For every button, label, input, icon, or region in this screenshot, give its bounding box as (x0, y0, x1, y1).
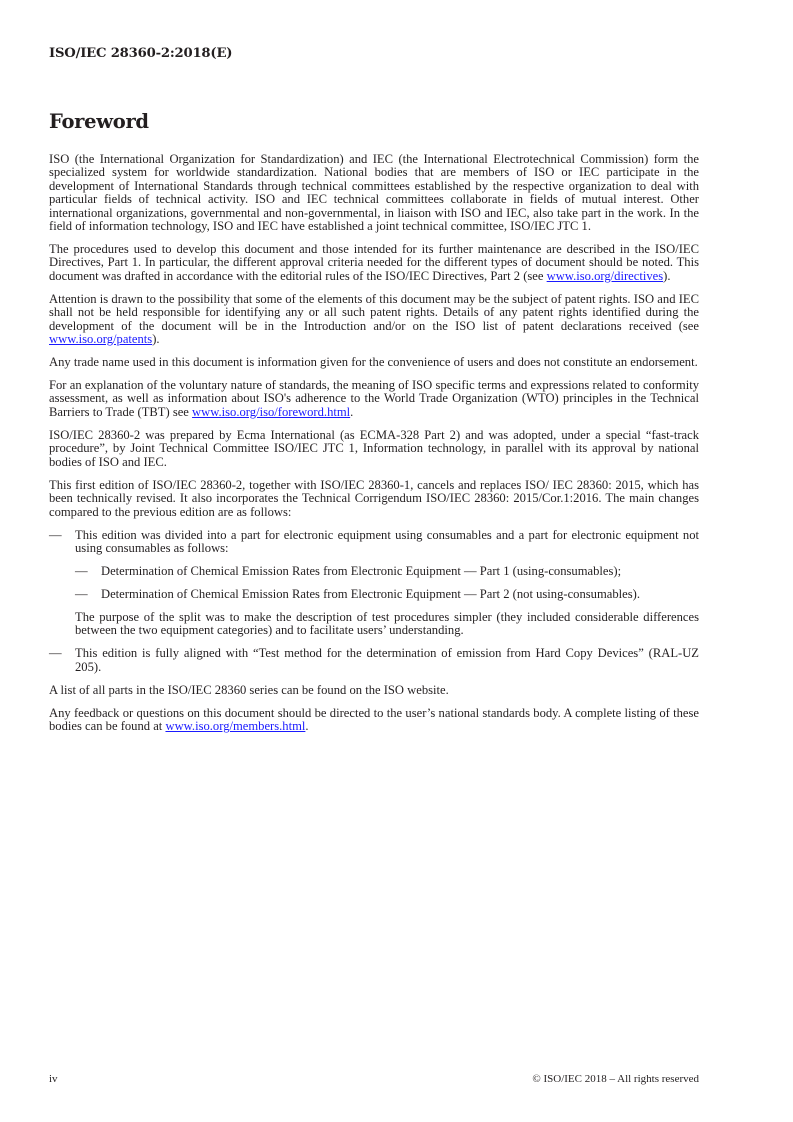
paragraph-procedures (49, 243, 699, 283)
paragraph-voluntary-nature (49, 379, 699, 419)
em-dash-bullet: — (75, 586, 88, 601)
link-patents[interactable]: www.iso.org/patents (49, 332, 153, 347)
link-directives[interactable]: www.iso.org/directives (546, 268, 664, 283)
paragraph-prepared-by: ISO/IEC 28360-2 was prepared by Ecma International (as ECMA-328 Part 2) and was adopted, under a special “fast-track procedure”, by Joint Technical Committee ISO/IEC JTC 1, Information technology, in parallel with its approval by national bodies of ISO and IEC. (49, 427, 699, 469)
paragraph-text: Any feedback or questions on this document should be directed to the user’s national standards body. A complete listing of these bodies can be found at (49, 705, 699, 734)
list-item-aligned-edition (49, 647, 699, 674)
list-item-note: The purpose of the split was to make the description of test procedures simpler (they included considerable differences between the two equipment categories) and to facilitate users’ understanding. (75, 609, 699, 638)
paragraph-patents (49, 293, 699, 347)
em-dash-bullet: — (49, 646, 62, 661)
page-title: Foreword (49, 110, 149, 133)
paragraph-feedback (49, 707, 699, 734)
paragraph-text-end: ). (152, 332, 160, 347)
paragraph-text-end: . (305, 719, 309, 734)
paragraph-iso-iec-intro: ISO (the International Organization for Standardization) and IEC (the International Electrotechnical Commission) form the specialized system for worldwide standardization. National bodies that are members of ISO or IEC participate in the development of International Standards through technical committees established by the respective organization to deal with particular fields of technical activity. ISO and IEC technical committees collaborate in fields of mutual interest. Other international organizations, governmental and non-governmental, in liaison with ISO and IEC, also take part in the work. In the field of information technology, ISO and IEC have established a joint technical committee, ISO/IEC JTC 1. (49, 152, 699, 234)
paragraph-text: The procedures used to develop this document and those intended for its further maintenance are described in the ISO/IEC Directives, Part 1. In particular, the different approval criteria needed for the different types of document should be noted. This document was drafted in accordance with the editorial rules of the ISO/IEC Directives, Part 2 (see (49, 242, 699, 283)
sub-list-item-text: Determination of Chemical Emission Rates from Electronic Equipment — Part 1 (using-consumables); (101, 563, 622, 578)
sub-list-parts (75, 565, 699, 601)
link-members[interactable]: www.iso.org/members.html (165, 719, 306, 734)
foreword-body (49, 153, 699, 743)
list-item-text: This edition was divided into a part for electronic equipment using consumables and a part for electronic equipment not using consumables as follows: (75, 527, 699, 555)
document-id-header: ISO/IEC 28360-2:2018(E) (49, 46, 233, 61)
paragraph-first-edition: This first edition of ISO/IEC 28360-2, together with ISO/IEC 28360-1, cancels and replaces ISO/ IEC 28360: 2015, which has been technically revised. It also incorporates the Technical Corrigendum ISO/IEC 28360: 2015/Cor.1:2016. The main changes compared to the previous edition are as follows: (49, 477, 699, 519)
paragraph-text: Attention is drawn to the possibility that some of the elements of this document may be the subject of patent rights. ISO and IEC shall not be held responsible for identifying any or all such patent rights. Details of any patent rights identified during the development of the document will be in the Introduction and/or on the ISO list of patent declarations received (see (49, 291, 699, 333)
page-number: iv (49, 1073, 58, 1085)
paragraph-text-end: . (350, 404, 354, 419)
em-dash-bullet: — (75, 563, 88, 578)
em-dash-bullet: — (49, 527, 62, 542)
list-item-divided-edition (49, 529, 699, 638)
sub-list-item-text: Determination of Chemical Emission Rates from Electronic Equipment — Part 2 (not using-consumables). (101, 586, 640, 601)
paragraph-series-list: A list of all parts in the ISO/IEC 28360 series can be found on the ISO website. (49, 682, 449, 697)
paragraph-text-end: ). (663, 268, 671, 283)
paragraph-text: For an explanation of the voluntary nature of standards, the meaning of ISO specific terms and expressions related to conformity assessment, as well as information about ISO's adherence to the World Trade Organization (WTO) principles in the Technical Barriers to Trade (TBT) see (49, 378, 699, 419)
sub-list-item-part-2 (75, 588, 699, 601)
link-foreword[interactable]: www.iso.org/iso/foreword.html (192, 404, 351, 419)
list-item-text: This edition is fully aligned with “Test method for the determination of emission from Hard Copy Devices” (RAL-UZ 205). (75, 646, 699, 674)
sub-list-item-part-1 (75, 565, 699, 578)
paragraph-trade-name: Any trade name used in this document is information given for the convenience of users and does not constitute an endorsement. (49, 355, 698, 370)
page-footer (49, 1073, 699, 1085)
changes-list (49, 529, 699, 675)
copyright-notice: © ISO/IEC 2018 – All rights reserved (532, 1073, 699, 1085)
